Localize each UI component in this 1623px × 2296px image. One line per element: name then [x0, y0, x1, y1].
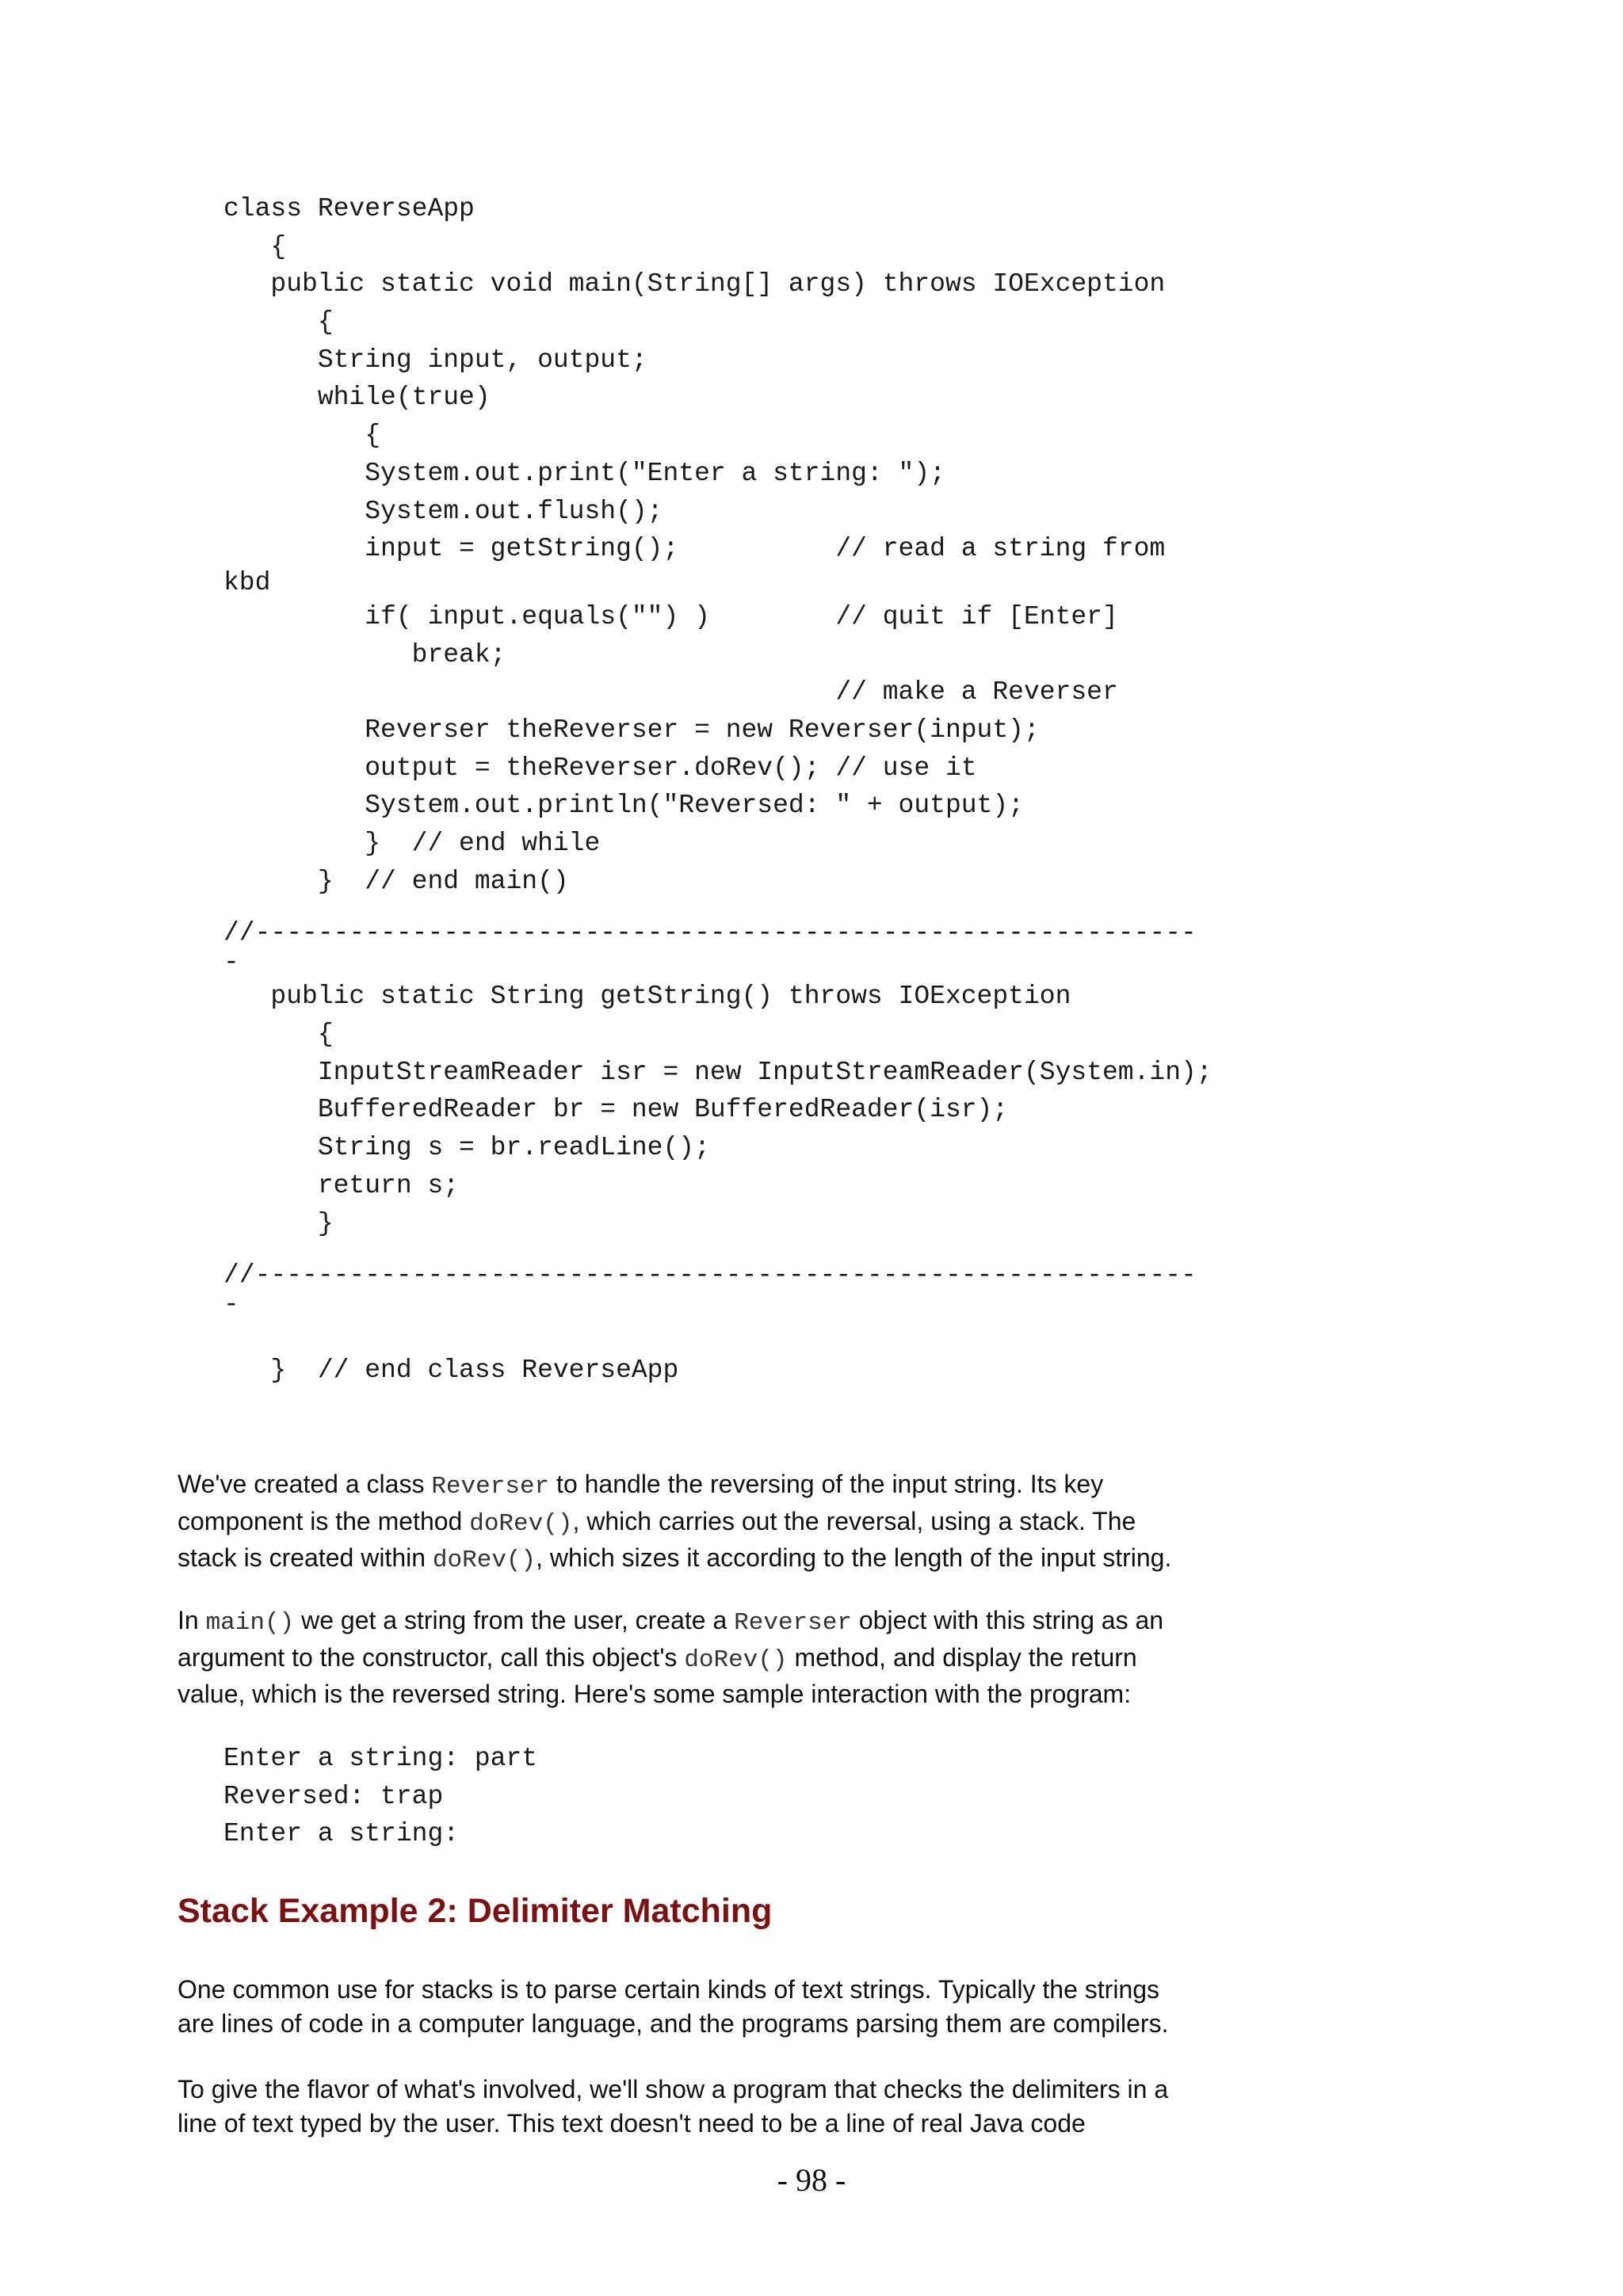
code-line: Reverser theReverser = new Reverser(input);: [223, 715, 1040, 745]
paragraph-reverser-intro: [178, 1467, 1287, 1578]
code-line: System.out.flush();: [223, 496, 663, 526]
text-run: stack is created within: [178, 1543, 433, 1572]
code-block-reverse-app: [223, 190, 1212, 1390]
code-divider: -: [223, 948, 239, 978]
text-run: In: [178, 1606, 206, 1634]
code-line: } // end class ReverseApp: [223, 1356, 679, 1386]
page-number: - 98 -: [777, 2162, 846, 2198]
code-line: [223, 1320, 1212, 1352]
code-line: public static void main(String[] args) throws IOException: [223, 269, 1166, 299]
code-line: System.out.println("Reversed: " + output);: [223, 791, 1024, 821]
code-line: BufferedReader br = new BufferedReader(isr);: [223, 1095, 1009, 1125]
text-run: We've created a class: [178, 1470, 432, 1498]
code-line: {: [223, 1020, 334, 1050]
code-line: Enter a string: part: [223, 1744, 538, 1773]
code-line: class ReverseApp: [223, 194, 475, 223]
code-line: {: [223, 307, 334, 338]
paragraph-line: One common use for stacks is to parse certain kinds of text strings. Typically the strings: [178, 1975, 1160, 2004]
code-line: {: [223, 231, 287, 261]
paragraph-line: To give the flavor of what's involved, we'll show a program that checks the delimiters in a: [178, 2075, 1169, 2103]
paragraph-line: line of text typed by the user. This text doesn't need to be a line of real Java code: [178, 2108, 1086, 2138]
code-line: // make a Reverser: [223, 677, 1118, 707]
text-run: method, and display the return: [787, 1642, 1137, 1672]
paragraph-line: value, which is the reversed string. Here's some sample interaction with the program:: [178, 1680, 1132, 1708]
code-line: output = theReverser.doRev(); // use it: [223, 753, 977, 783]
text-run: , which sizes it according to the length of the input string.: [536, 1543, 1172, 1572]
text-run: argument to the constructor, call this object's: [178, 1642, 685, 1672]
text-run: component is the method: [178, 1506, 470, 1535]
code-line: String input, output;: [223, 345, 647, 375]
paragraph-delimiter-program: [178, 2073, 1287, 2140]
code-line: } // end main(): [223, 866, 569, 896]
code-line: Reversed: trap: [223, 1781, 444, 1811]
paragraph-line: [178, 1641, 1287, 1678]
code-line: public static String getString() throws IOException: [223, 982, 1071, 1012]
paragraph-line: [178, 1505, 1287, 1542]
code-line: [223, 900, 1212, 919]
paragraph-line: [178, 1541, 1287, 1578]
code-line: kbd: [223, 567, 271, 597]
code-line: InputStreamReader isr = new InputStreamReader(System.in);: [223, 1057, 1212, 1087]
code-line: System.out.print("Enter a string: ");: [223, 458, 945, 488]
code-divider: //------------------------------------------------------------: [223, 918, 1197, 948]
paragraph-line: [178, 1604, 1287, 1641]
code-line: [223, 1242, 1212, 1261]
text-run: , which carries out the reversal, using a stack. The: [572, 1506, 1136, 1535]
code-line: input = getString(); // read a string from: [223, 534, 1166, 564]
section-heading: Stack Example 2: Delimiter Matching: [178, 1892, 773, 1930]
code-divider: //------------------------------------------------------------: [223, 1261, 1197, 1291]
code-line: }: [223, 1208, 334, 1238]
code-block-sample-interaction: [223, 1740, 537, 1853]
code-inline: doRev(): [432, 1547, 537, 1574]
paragraph-line: are lines of code in a computer language, and the programs parsing them are compilers.: [178, 2008, 1169, 2038]
paragraph-line: [178, 1467, 1287, 1505]
code-line: } // end while: [223, 829, 601, 858]
paragraph-main-description: [178, 1604, 1287, 1711]
code-line: while(true): [223, 383, 491, 413]
paragraph-parsing-intro: [178, 1973, 1287, 2040]
code-divider: -: [223, 1290, 239, 1320]
code-line: Enter a string:: [223, 1819, 460, 1849]
code-inline: Reverser: [734, 1609, 852, 1637]
text-run: to handle the reversing of the input string. Its key: [549, 1470, 1104, 1498]
code-line: return s;: [223, 1170, 460, 1200]
code-inline: Reverser: [431, 1473, 550, 1501]
text-run: we get a string from the user, create a: [294, 1606, 735, 1634]
code-inline: doRev(): [469, 1509, 573, 1538]
code-line: if( input.equals("") ) // quit if [Enter]: [223, 601, 1118, 631]
text-run: object with this string as an: [851, 1606, 1164, 1634]
code-line: String s = br.readLine();: [223, 1133, 710, 1163]
code-inline: doRev(): [684, 1646, 788, 1674]
code-line: {: [223, 421, 381, 451]
code-line: break;: [223, 639, 506, 669]
code-inline: main(): [205, 1609, 295, 1637]
